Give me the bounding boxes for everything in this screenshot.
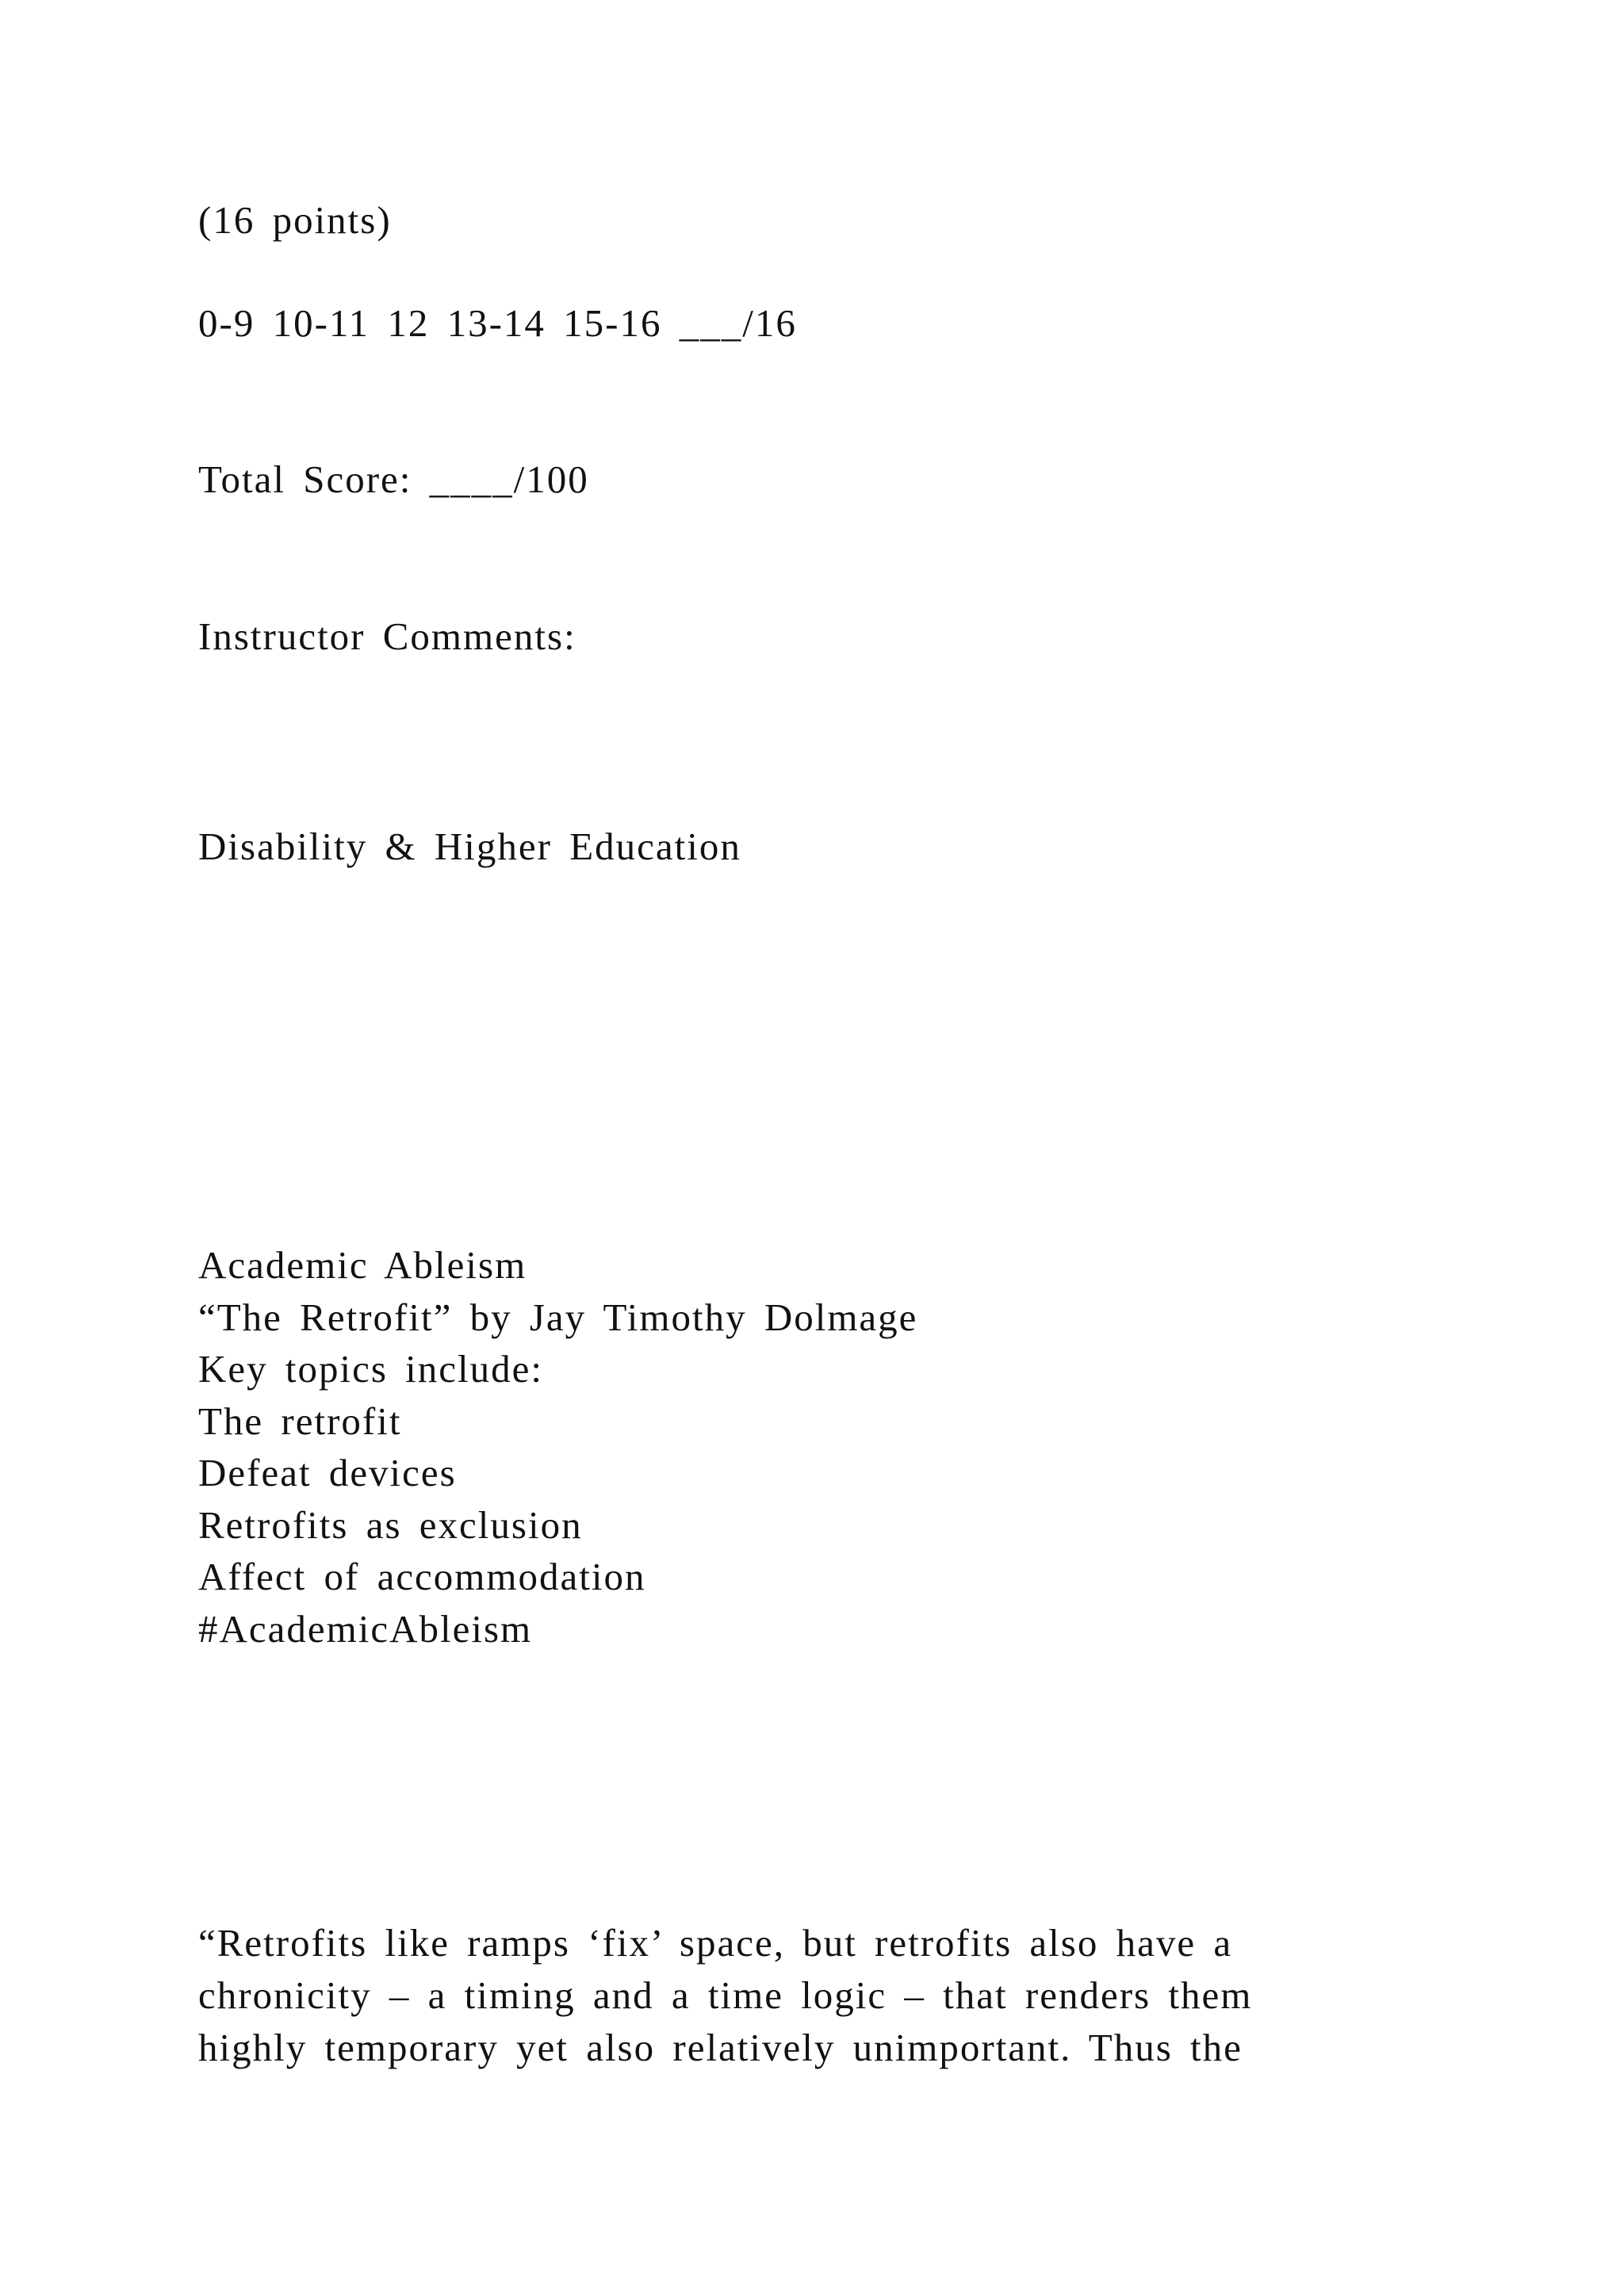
- list-item: Academic Ableism: [198, 1243, 527, 1287]
- instructor-comments-label: Instructor Comments:: [198, 614, 576, 658]
- list-item: Affect of accommodation: [198, 1555, 646, 1598]
- total-score: Total Score: ____/100: [198, 457, 589, 501]
- points-label: (16 points): [198, 198, 392, 242]
- list-item: Key topics include:: [198, 1347, 544, 1391]
- quote-line: highly temporary yet also relatively unimportant. Thus the: [198, 2026, 1243, 2069]
- quote-line: “Retrofits like ramps ‘fix’ space, but retrofits also have a: [198, 1921, 1233, 1965]
- topics-list: [198, 1239, 917, 1655]
- score-scale: 0-9 10-11 12 13-14 15-16 ___/16: [198, 301, 797, 345]
- list-item: Retrofits as exclusion: [198, 1502, 583, 1547]
- section-heading: Disability & Higher Education: [198, 825, 741, 868]
- list-item: “The Retrofit” by Jay Timothy Dolmage: [198, 1295, 918, 1339]
- list-item: #AcademicAbleism: [198, 1606, 533, 1651]
- quote-line: chronicity – a timing and a time logic – that renders them: [198, 1973, 1253, 2017]
- quote-paragraph: [198, 1917, 1252, 2074]
- list-item: The retrofit: [198, 1399, 402, 1443]
- list-item: Defeat devices: [198, 1451, 457, 1494]
